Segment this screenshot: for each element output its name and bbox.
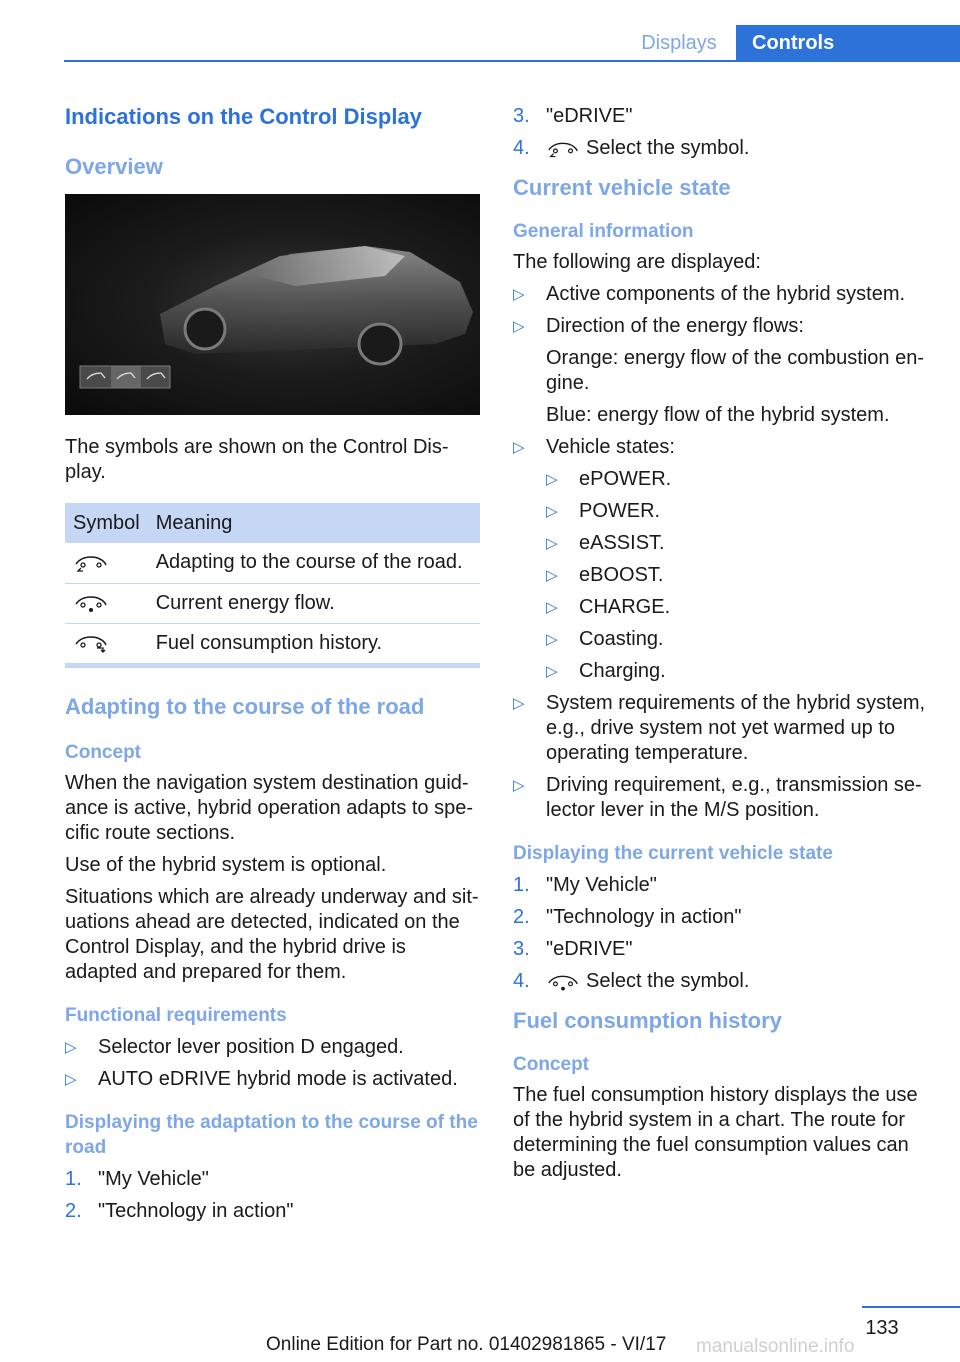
page-number-rule	[862, 1306, 960, 1308]
watermark: manualsonline.info	[696, 1336, 855, 1357]
triangle-bullet-icon: ▷	[513, 318, 525, 335]
table-bottom-rule	[65, 663, 480, 668]
edition-footer: Online Edition for Part no. 01402981865 - VI/17	[266, 1334, 667, 1355]
triangle-bullet-icon: ▷	[546, 471, 558, 488]
triangle-bullet-icon: ▷	[513, 777, 525, 794]
fuel-concept-text: The fuel consumption history displays the use of the hybrid system in a chart. The route for determining the fuel consumption values can be adjusted.	[513, 1084, 918, 1181]
triangle-bullet-icon: ▷	[513, 286, 525, 303]
tab-controls[interactable]: Controls	[736, 25, 960, 62]
header-rule	[64, 60, 960, 62]
list-item: ▷ Selector lever position D engaged.	[65, 1035, 404, 1058]
functional-heading: Functional requirements	[65, 1004, 287, 1026]
car-illustration	[65, 194, 480, 415]
displaying-adaptation-heading: Displaying the adaptation to the course of the road	[65, 1111, 478, 1158]
concept-paragraph: Use of the hybrid system is optional.	[65, 853, 387, 876]
general-heading: General information	[513, 221, 694, 242]
table-row	[65, 543, 480, 583]
car-consumption-history-icon	[73, 633, 109, 653]
state-steps-list	[513, 873, 933, 994]
car-display-image	[65, 194, 480, 415]
car-route-icon	[546, 139, 580, 159]
list-item: ▷ Active components of the hybrid system.	[513, 283, 906, 305]
list-item: ▷ eBOOST.	[546, 564, 664, 586]
page-title: Indications on the Control Display	[65, 104, 422, 129]
blue-text: Blue: energy flow of the hybrid system.	[546, 404, 890, 426]
functional-list	[65, 1035, 480, 1092]
col-meaning: Meaning	[148, 503, 480, 543]
concept-heading: Concept	[65, 741, 141, 763]
triangle-bullet-icon: ▷	[513, 695, 525, 712]
fuel-concept-heading: Concept	[513, 1054, 589, 1075]
list-item: 3. "eDRIVE"	[513, 105, 633, 127]
car-energy-flow-icon	[73, 593, 109, 613]
table-row	[65, 583, 480, 623]
row-meaning: Adapting to the course of the road.	[148, 543, 480, 583]
right-column	[513, 104, 933, 1190]
list-item: 1. "My Vehicle"	[513, 874, 657, 896]
fuel-heading: Fuel consumption history	[513, 1008, 782, 1033]
triangle-bullet-icon: ▷	[546, 503, 558, 520]
list-item: 4. Select the symbol.	[513, 137, 750, 159]
list-item: ▷ Vehicle states: ▷ ePOWER. ▷ POWER. ▷ eASSIST. ▷ eBOOST. ▷ CHARGE. ▷ Coasting. ▷ Charging.	[513, 435, 933, 684]
steps-list-continued	[513, 104, 933, 161]
concept-paragraph: Situations which are already underway and sit-uations ahead are detected, indicated on the Control Display, and the hybrid drive is adapted and prepared for them.	[65, 885, 479, 983]
triangle-bullet-icon: ▷	[546, 599, 558, 616]
list-item: 4. Select the symbol.	[513, 970, 750, 992]
car-energy-flow-icon	[546, 972, 580, 992]
triangle-bullet-icon: ▷	[513, 439, 525, 456]
concept-paragraph: When the navigation system destination guid-ance is active, hybrid operation adapts to spe-cific route sections.	[65, 771, 474, 844]
overview-heading: Overview	[65, 154, 163, 179]
list-item: ▷ POWER.	[546, 500, 661, 522]
list-item: 2. "Technology in action"	[513, 906, 742, 928]
display-list	[513, 282, 933, 823]
list-item: ▷ eASSIST.	[546, 532, 665, 554]
col-symbol: Symbol	[65, 503, 148, 543]
vehicle-states-list	[546, 467, 933, 684]
list-item: ▷ Coasting.	[546, 628, 664, 650]
steps-list	[65, 1167, 480, 1224]
displaying-state-heading: Displaying the current vehicle state	[513, 843, 833, 864]
adapting-heading: Adapting to the course of the road	[65, 693, 425, 719]
row-meaning: Current energy flow.	[148, 583, 480, 623]
tab-displays[interactable]: Displays	[641, 32, 717, 54]
overview-text: The symbols are shown on the Control Dis-play.	[65, 436, 449, 483]
triangle-bullet-icon: ▷	[546, 631, 558, 648]
triangle-bullet-icon: ▷	[65, 1038, 77, 1056]
list-item: ▷ CHARGE.	[546, 596, 671, 618]
list-item: 2. "Technology in action"	[65, 1199, 294, 1222]
state-heading: Current vehicle state	[513, 175, 731, 200]
list-item: ▷ AUTO eDRIVE hybrid mode is activated.	[65, 1067, 458, 1090]
left-column	[65, 100, 480, 1231]
list-item: ▷ Driving requirement, e.g., transmission se-lector lever in the M/S position.	[513, 774, 922, 821]
orange-text: Orange: energy flow of the combustion en-gine.	[546, 347, 924, 394]
row-meaning: Fuel consumption history.	[148, 623, 480, 663]
triangle-bullet-icon: ▷	[546, 663, 558, 680]
general-intro: The following are displayed:	[513, 251, 761, 273]
car-route-icon	[73, 553, 109, 573]
table-row	[65, 623, 480, 663]
list-item: ▷ ePOWER.	[546, 468, 672, 490]
triangle-bullet-icon: ▷	[546, 535, 558, 552]
list-item: ▷ Charging.	[546, 660, 666, 682]
triangle-bullet-icon: ▷	[65, 1070, 77, 1088]
list-item: ▷ Direction of the energy flows: Orange: energy flow of the combustion en-gine. Blue: energy flow of the hybrid system.	[513, 314, 933, 428]
list-item: 3. "eDRIVE"	[513, 938, 633, 960]
list-item: 1. "My Vehicle"	[65, 1167, 209, 1190]
list-item: ▷ System requirements of the hybrid system, e.g., drive system not yet warmed up to operating temperature.	[513, 692, 926, 764]
symbol-table	[65, 503, 480, 664]
triangle-bullet-icon: ▷	[546, 567, 558, 584]
page-number: 133	[865, 1317, 899, 1339]
